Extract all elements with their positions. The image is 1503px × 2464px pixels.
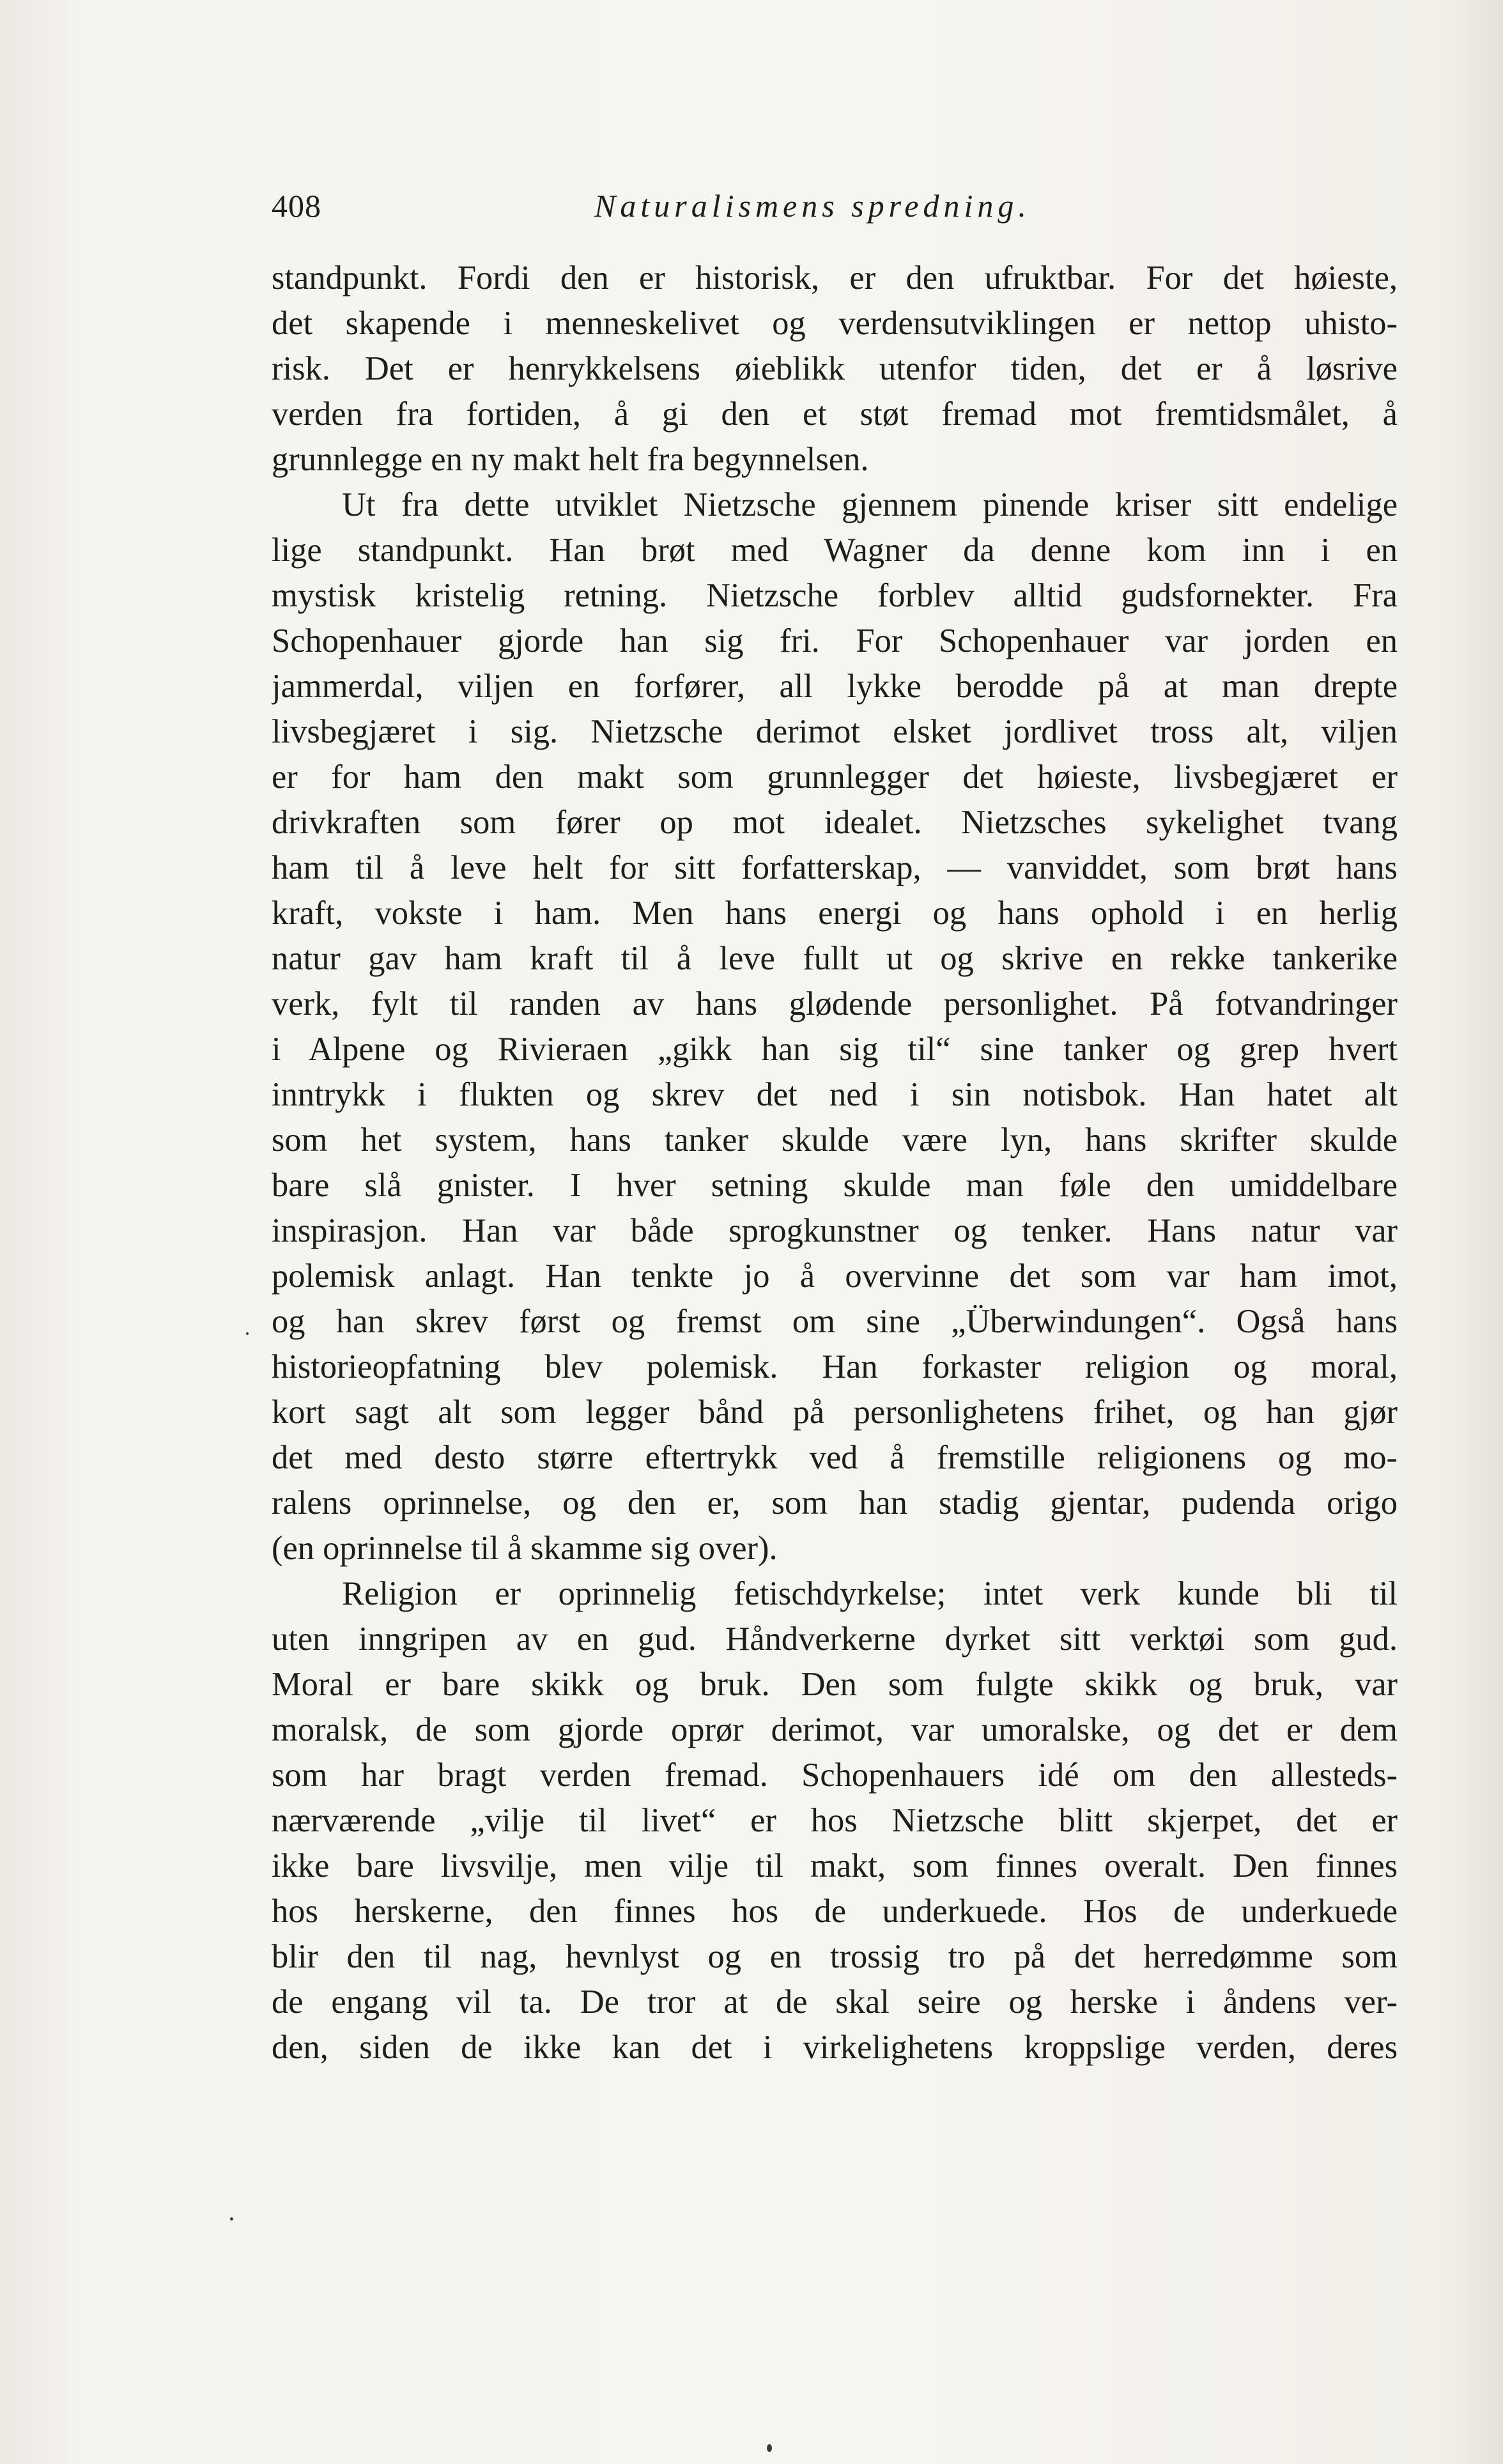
running-title: Naturalismens spredning. <box>594 188 1031 224</box>
text-line: Schopenhauer gjorde han sig fri. For Schopenhauer var jorden en <box>272 622 1398 659</box>
text-line: Ut fra dette utviklet Nietzsche gjennem pinende kriser sitt endelige <box>342 486 1398 523</box>
text-line: moralsk, de som gjorde oprør derimot, var umoralske, og det er dem <box>272 1711 1398 1748</box>
page-number: 408 <box>272 188 321 224</box>
text-line: verden fra fortiden, å gi den et støt fremad mot fremtidsmålet, å <box>272 396 1398 433</box>
text-line: ikke bare livsvilje, men vilje til makt, som finnes overalt. Den finnes <box>272 1847 1398 1884</box>
text-line: uten inngripen av en gud. Håndverkerne dyrket sitt verktøi som gud. <box>272 1621 1398 1658</box>
text-line: lige standpunkt. Han brøt med Wagner da denne kom inn i en <box>272 532 1398 569</box>
text-line: drivkraften som fører op mot idealet. Nietzsches sykelighet tvang <box>272 804 1398 841</box>
text-line: og han skrev først og fremst om sine „Überwindungen“. Også hans <box>272 1303 1398 1340</box>
text-line: det skapende i menneskelivet og verdensutviklingen er nettop uhisto- <box>272 305 1398 342</box>
text-line: ham til å leve helt for sitt forfatterskap, — vanviddet, som brøt hans <box>272 849 1398 886</box>
text-line: grunnlegge en ny makt helt fra begynnelsen. <box>272 441 869 478</box>
text-line: Moral er bare skikk og bruk. Den som fulgte skikk og bruk, var <box>272 1666 1398 1703</box>
text-line: inntrykk i flukten og skrev det ned i sin notisbok. Han hatet alt <box>272 1076 1398 1113</box>
paper-speck <box>246 1332 249 1335</box>
text-line: livsbegjæret i sig. Nietzsche derimot elsket jordlivet tross alt, viljen <box>272 713 1398 750</box>
text-line: kort sagt alt som legger bånd på personlighetens frihet, og han gjør <box>272 1394 1398 1431</box>
paper-speck <box>767 2444 772 2452</box>
text-line: risk. Det er henrykkelsens øieblikk utenfor tiden, det er å løsrive <box>272 350 1398 387</box>
text-line: det med desto større eftertrykk ved å fremstille religionens og mo- <box>272 1439 1398 1476</box>
text-line: nærværende „vilje til livet“ er hos Nietzsche blitt skjerpet, det er <box>272 1802 1398 1839</box>
page-header <box>272 180 1396 231</box>
text-line: mystisk kristelig retning. Nietzsche forblev alltid gudsfornekter. Fra <box>272 577 1398 614</box>
text-line: inspirasjon. Han var både sprogkunstner og tenker. Hans natur var <box>272 1212 1398 1249</box>
text-line: som har bragt verden fremad. Schopenhauers idé om den allesteds- <box>272 1757 1398 1794</box>
text-line: Religion er oprinnelig fetischdyrkelse; intet verk kunde bli til <box>342 1575 1398 1612</box>
paper-speck <box>230 2217 233 2221</box>
text-line: ralens oprinnelse, og den er, som han stadig gjentar, pudenda origo <box>272 1484 1398 1521</box>
text-line: historieopfatning blev polemisk. Han forkaster religion og moral, <box>272 1348 1398 1385</box>
text-line: er for ham den makt som grunnlegger det høieste, livsbegjæret er <box>272 758 1398 796</box>
text-line: (en oprinnelse til å skamme sig over). <box>272 1530 778 1567</box>
text-line: blir den til nag, hevnlyst og en trossig tro på det herredømme som <box>272 1938 1398 1975</box>
text-line: den, siden de ikke kan det i virkelighetens kroppslige verden, deres <box>272 2029 1398 2066</box>
text-line: verk, fylt til randen av hans glødende personlighet. På fotvandringer <box>272 985 1398 1022</box>
text-line: polemisk anlagt. Han tenkte jo å overvinne det som var ham imot, <box>272 1258 1398 1295</box>
text-line: kraft, vokste i ham. Men hans energi og hans ophold i en herlig <box>272 895 1398 932</box>
text-line: jammerdal, viljen en forfører, all lykke berodde på at man drepte <box>272 668 1398 705</box>
text-line: i Alpene og Rivieraen „gikk han sig til“ sine tanker og grep hvert <box>272 1031 1398 1068</box>
body-text <box>272 256 1398 2070</box>
text-line: bare slå gnister. I hver setning skulde man føle den umiddelbare <box>272 1167 1398 1204</box>
text-line: standpunkt. Fordi den er historisk, er den ufruktbar. For det høieste, <box>272 259 1398 296</box>
text-line: de engang vil ta. De tror at de skal seire og herske i åndens ver- <box>272 1983 1398 2021</box>
text-line: hos herskerne, den finnes hos de underkuede. Hos de underkuede <box>272 1893 1398 1930</box>
text-line: som het system, hans tanker skulde være lyn, hans skrifter skulde <box>272 1121 1398 1159</box>
text-line: natur gav ham kraft til å leve fullt ut og skrive en rekke tankerike <box>272 940 1398 977</box>
